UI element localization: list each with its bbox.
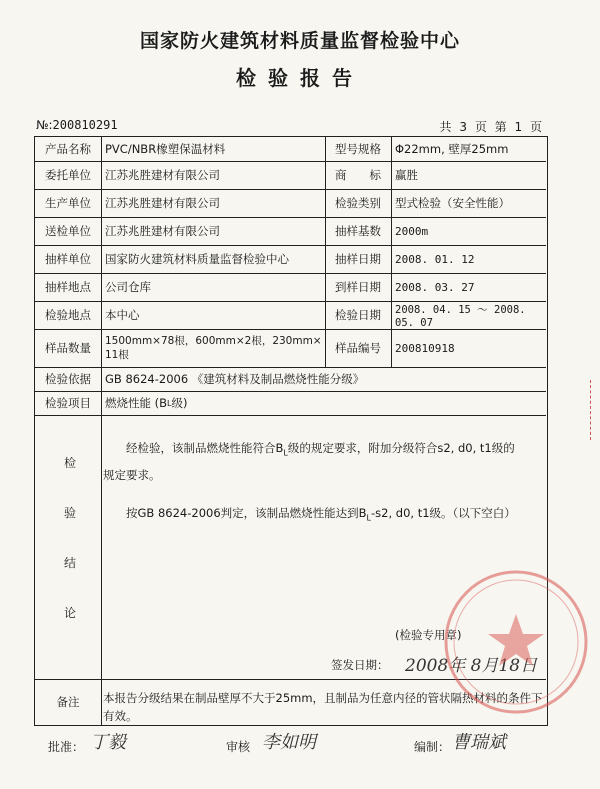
submitter-value: 江苏兆胜建材有限公司 bbox=[105, 224, 220, 238]
report-number-value: 200810291 bbox=[52, 118, 118, 132]
items-label: 检验项目 bbox=[45, 396, 91, 410]
page-edge-stamp-mark bbox=[590, 380, 600, 440]
approve-signature: 丁毅 bbox=[90, 732, 126, 753]
sampling-place-value: 公司仓库 bbox=[105, 280, 151, 294]
manufacturer-value: 江苏兆胜建材有限公司 bbox=[105, 196, 220, 210]
items-value bbox=[101, 391, 546, 415]
page-total-suffix: 页 bbox=[474, 120, 487, 134]
report-number bbox=[36, 118, 118, 132]
sample-qty-line2: 11根 bbox=[105, 349, 129, 361]
arrival-date-value: 2008. 03. 27 bbox=[395, 280, 475, 294]
conclusion-char-2: 验 bbox=[63, 505, 76, 520]
approve-label: 批准： bbox=[48, 740, 85, 754]
sample-qty-label: 样品数量 bbox=[45, 341, 91, 355]
conclusion-text bbox=[103, 437, 543, 530]
model-spec-label: 型号规格 bbox=[335, 142, 381, 156]
trademark-label: 商 标 bbox=[335, 168, 381, 182]
inspection-place-label: 检验地点 bbox=[45, 308, 91, 322]
inspection-date-value: 2008. 04. 15 ～ 2008. 05. 07 bbox=[395, 303, 526, 329]
doc-title: 检验报告 bbox=[236, 66, 364, 90]
page-count bbox=[436, 118, 542, 135]
product-name-label: 产品名称 bbox=[45, 142, 91, 156]
review-label: 审核 bbox=[226, 740, 251, 754]
review-signature: 李如明 bbox=[262, 732, 316, 753]
sampling-base-value: 2000m bbox=[395, 224, 429, 238]
page-current-prefix: 第 bbox=[494, 120, 507, 134]
conclusion-label bbox=[35, 437, 105, 637]
model-spec-value: Φ22mm, 壁厚25mm bbox=[395, 142, 509, 156]
inspection-date-label: 检验日期 bbox=[335, 308, 381, 322]
conclusion-para-2: 按GB 8624-2006判定，该制品燃烧性能达到$B_L-s2$, d0, t1级。（以下空白） bbox=[126, 506, 516, 523]
seal-caption: (检验专用章) bbox=[395, 628, 462, 642]
trademark-value: 赢胜 bbox=[395, 168, 418, 182]
sample-no-label: 样品编号 bbox=[335, 341, 381, 355]
items-subscript: L bbox=[167, 398, 172, 408]
sample-qty-line1: 1500mm×78根，600mm×2根，230mm× bbox=[105, 335, 322, 347]
page-total: 3 bbox=[459, 120, 467, 134]
official-stamp-icon bbox=[436, 562, 596, 722]
basis-value: GB 8624-2006 《建筑材料及制品燃烧性能分级》 bbox=[105, 372, 365, 386]
page-current: 1 bbox=[514, 120, 523, 134]
issue-date-label: 签发日期： bbox=[331, 658, 389, 672]
sampling-unit-label: 抽样单位 bbox=[45, 252, 91, 266]
sample-no-value: 200810918 bbox=[395, 341, 455, 355]
remarks-label: 备注 bbox=[56, 695, 80, 709]
issue-date-value: 2008年 8月18日 bbox=[405, 656, 538, 676]
sample-qty-value bbox=[101, 329, 325, 367]
product-name-value: PVC/NBR橡塑保温材料 bbox=[105, 142, 226, 156]
edit-signature: 曹瑞斌 bbox=[452, 732, 506, 753]
sampling-date-value: 2008. 01. 12 bbox=[395, 252, 475, 266]
inspection-type-label: 检验类别 bbox=[335, 196, 381, 210]
inspection-place-value: 本中心 bbox=[105, 308, 140, 322]
conclusion-para-1: 经检验，该制品燃烧性能符合$B_L$级的规定要求，附加分级符合s2, d0, t1级的 bbox=[126, 441, 515, 458]
conclusion-char-3: 结 bbox=[63, 555, 76, 570]
sampling-place-label: 抽样地点 bbox=[45, 280, 91, 294]
sampling-base-label: 抽样基数 bbox=[335, 224, 381, 238]
sampling-unit-value: 国家防火建筑材料质量监督检验中心 bbox=[105, 252, 289, 266]
sampling-date-label: 抽样日期 bbox=[335, 252, 381, 266]
basis-label: 检验依据 bbox=[45, 372, 91, 386]
org-title: 国家防火建筑材料质量监督检验中心 bbox=[139, 30, 460, 52]
conclusion-char-4: 论 bbox=[63, 605, 76, 620]
inspection-type-value: 型式检验（安全性能） bbox=[395, 196, 510, 210]
arrival-date-label: 到样日期 bbox=[335, 280, 381, 294]
manufacturer-label: 生产单位 bbox=[45, 196, 91, 210]
conclusion-char-1: 检 bbox=[63, 455, 76, 470]
items-text: 燃烧性能 (B bbox=[105, 396, 168, 410]
edit-label: 编制： bbox=[414, 740, 451, 754]
page-total-prefix: 共 bbox=[439, 120, 452, 134]
submitter-label: 送检单位 bbox=[45, 224, 91, 238]
report-number-label: №: bbox=[36, 118, 53, 132]
items-text-end: 级) bbox=[171, 396, 188, 410]
conclusion-para-1-cont: 规定要求。 bbox=[103, 468, 161, 483]
client-label: 委托单位 bbox=[45, 168, 91, 182]
client-value: 江苏兆胜建材有限公司 bbox=[105, 168, 220, 182]
page-current-suffix: 页 bbox=[529, 120, 542, 134]
remarks-text: 本报告分级结果在制品壁厚不大于25mm，且制品为任意内径的管状隔热材料的条件下有效。 bbox=[103, 691, 543, 723]
